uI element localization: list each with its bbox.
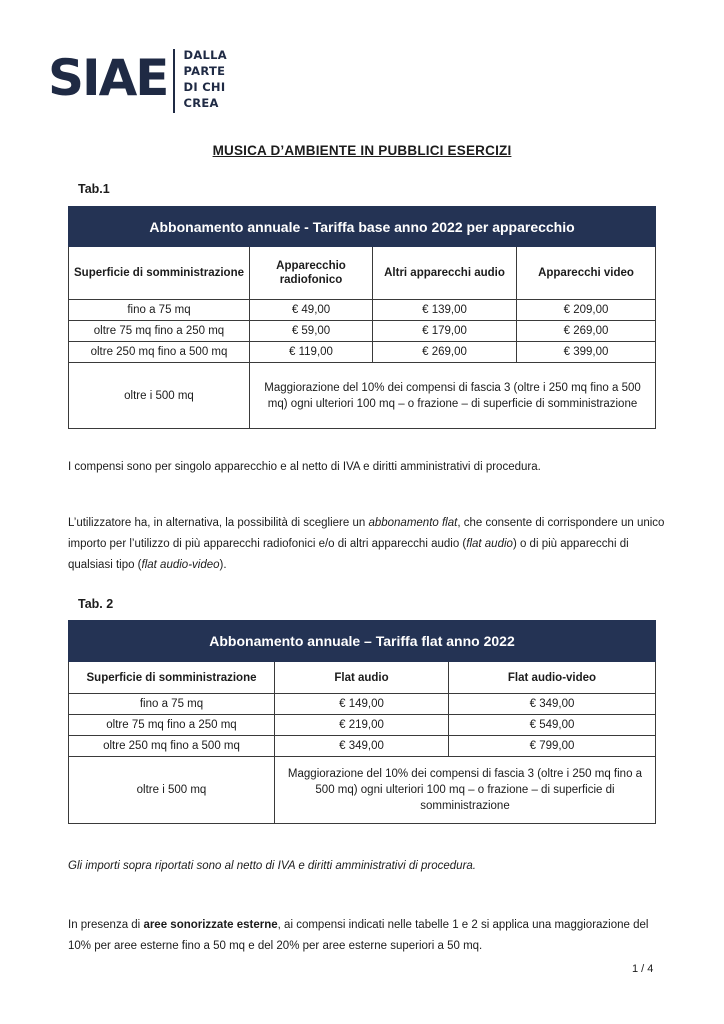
table-row <box>69 342 656 363</box>
tariff-table-flat <box>68 620 656 824</box>
table-cell: € 399,00 <box>517 342 656 363</box>
text-span: L’utilizzatore ha, in alternativa, la possibilità di scegliere un <box>68 517 369 529</box>
table-row <box>69 736 656 757</box>
table-banner-row <box>69 207 656 247</box>
header-area: Superficie di somministrazione <box>69 662 275 694</box>
logo-tagline <box>183 47 227 113</box>
header-video: Apparecchi video <box>517 247 656 300</box>
bold-text: aree sonorizzate esterne <box>143 919 278 931</box>
table-row <box>69 363 656 429</box>
table-row <box>69 321 656 342</box>
outdoor-areas-paragraph <box>68 915 668 957</box>
table-cell: € 49,00 <box>250 300 373 321</box>
table-header-row <box>69 662 656 694</box>
logo-tagline-line: CREA <box>183 96 219 110</box>
table-row <box>69 757 656 824</box>
note-paragraph: I compensi sono per singolo apparecchio e al netto di IVA e diritti amministrativi di procedura. <box>68 461 541 473</box>
table-cell: € 269,00 <box>373 342 517 363</box>
table-cell: oltre i 500 mq <box>69 363 250 429</box>
surcharge-note: Maggiorazione del 10% dei compensi di fascia 3 (oltre i 250 mq fino a 500 mq) ogni ulteriori 100 mq – o frazione – di superficie di somministrazione <box>250 363 656 429</box>
table-cell: € 549,00 <box>449 715 656 736</box>
text-span: ). <box>219 559 227 571</box>
siae-logo <box>48 47 227 113</box>
page-number: 1 / 4 <box>632 963 654 975</box>
table-cell: € 269,00 <box>517 321 656 342</box>
table-cell: € 349,00 <box>449 694 656 715</box>
table-cell: € 349,00 <box>275 736 449 757</box>
table-cell: oltre 75 mq fino a 250 mq <box>69 321 250 342</box>
amounts-note: Gli importi sopra riportati sono al netto di IVA e diritti amministrativi di procedura. <box>68 860 476 872</box>
logo-tagline-line: DALLA <box>183 48 227 62</box>
table-row <box>69 300 656 321</box>
table-row <box>69 715 656 736</box>
table-cell: € 59,00 <box>250 321 373 342</box>
table-cell: € 179,00 <box>373 321 517 342</box>
tariff-table-base <box>68 206 656 429</box>
text-span: , che consente di corrispondere un unico importo per l’utilizzo di più apparecchi radiofonici e/o di altri apparecchi audio ( <box>68 517 665 550</box>
emphasis-text: flat audio <box>466 538 513 550</box>
emphasis-text: flat audio-video <box>141 559 220 571</box>
table-cell: € 139,00 <box>373 300 517 321</box>
header-radio: Apparecchio radiofonico <box>250 247 373 300</box>
table-cell: fino a 75 mq <box>69 694 275 715</box>
surcharge-note: Maggiorazione del 10% dei compensi di fascia 3 (oltre i 250 mq fino a 500 mq) ogni ulteriori 100 mq – o frazione – di superficie di somministrazione <box>275 757 656 824</box>
logo-tagline-line: DI CHI <box>183 80 226 94</box>
text-span: ) o di più apparecchi di qualsiasi tipo ( <box>68 538 629 571</box>
header-area: Superficie di somministrazione <box>69 247 250 300</box>
table-cell: € 219,00 <box>275 715 449 736</box>
table1-banner: Abbonamento annuale - Tariffa base anno 2022 per apparecchio <box>69 207 656 247</box>
text-span: In presenza di <box>68 919 144 931</box>
table-cell: oltre 75 mq fino a 250 mq <box>69 715 275 736</box>
emphasis-text: abbonamento flat <box>368 517 458 529</box>
table-cell: oltre i 500 mq <box>69 757 275 824</box>
table-cell: fino a 75 mq <box>69 300 250 321</box>
table-cell: oltre 250 mq fino a 500 mq <box>69 736 275 757</box>
logo-tagline-line: PARTE <box>183 64 226 78</box>
logo-divider <box>173 49 175 113</box>
table-cell: oltre 250 mq fino a 500 mq <box>69 342 250 363</box>
flat-subscription-paragraph <box>68 513 668 576</box>
table-row <box>69 694 656 715</box>
table-cell: € 149,00 <box>275 694 449 715</box>
logo-wordmark: SIAE <box>48 49 168 107</box>
table-header-row <box>69 247 656 300</box>
header-audio: Altri apparecchi audio <box>373 247 517 300</box>
table-cell: € 119,00 <box>250 342 373 363</box>
header-flat-audio: Flat audio <box>275 662 449 694</box>
table1-label: Tab.1 <box>78 182 110 196</box>
header-flat-audio-video: Flat audio-video <box>449 662 656 694</box>
table-banner-row <box>69 621 656 662</box>
table-cell: € 209,00 <box>517 300 656 321</box>
document-title: MUSICA D’AMBIENTE IN PUBBLICI ESERCIZI <box>212 143 512 158</box>
table2-banner: Abbonamento annuale – Tariffa flat anno 2022 <box>69 621 656 662</box>
text-span: , ai compensi indicati nelle tabelle 1 e 2 si applica una maggiorazione del 10% per aree esterne fino a 50 mq e del 20% per aree esterne superiori a 50 mq. <box>68 919 649 952</box>
table-cell: € 799,00 <box>449 736 656 757</box>
table2-label: Tab. 2 <box>78 597 114 611</box>
